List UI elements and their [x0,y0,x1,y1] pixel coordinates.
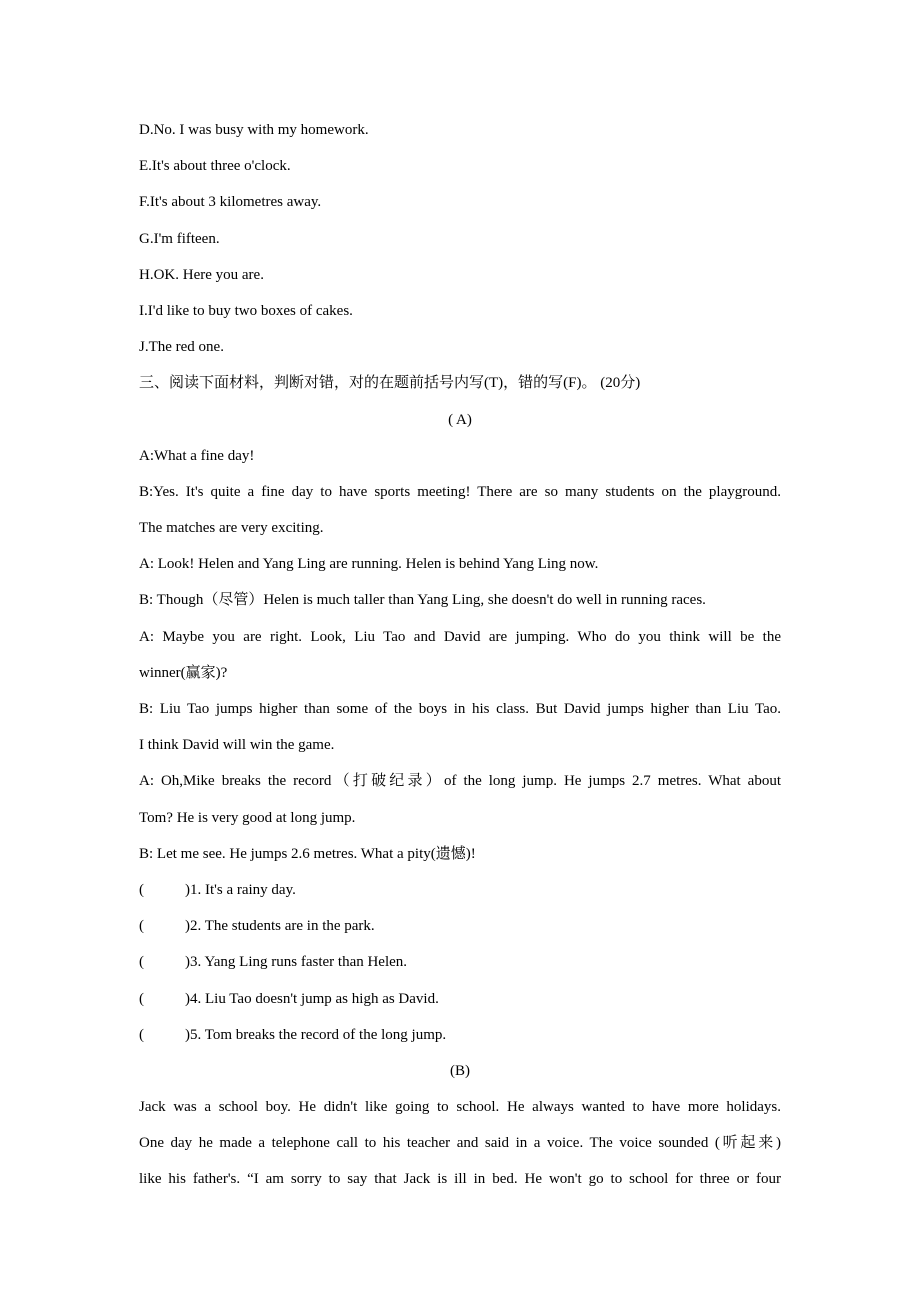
passage-a-line: A:What a fine day! [139,447,255,464]
question-1 [139,872,781,908]
passage-b-line: One day he made a telephone call to his teacher and said in a voice. The voice sounded (听起来) [139,1135,781,1152]
section-3-heading: 三、阅读下面材料，判断对错，对的在题前括号内写(T)，错的写(F)。 (20分) [139,375,641,392]
passage-a-line: B: Though（尽管）Helen is much taller than Yang Ling, she doesn't do well in running races. [139,592,706,609]
question-4 [139,981,781,1017]
option-i: I.I'd like to buy two boxes of cakes. [139,302,353,319]
question-1-text: )1. It's a rainy day. [185,881,296,898]
question-2 [139,908,781,944]
passage-a-line: Tom? He is very good at long jump. [139,809,356,826]
passage-b-label: (B) [450,1062,470,1079]
question-5 [139,1017,781,1053]
passage-a-line: I think David will win the game. [139,737,335,754]
question-4-text: )4. Liu Tao doesn't jump as high as David. [185,990,439,1007]
passage-a-line: A: Look! Helen and Yang Ling are running. Helen is behind Yang Ling now. [139,556,599,573]
answer-blank-1[interactable]: ( [139,881,144,898]
option-h: H.OK. Here you are. [139,266,264,283]
option-f: F.It's about 3 kilometres away. [139,194,322,211]
question-5-text: )5. Tom breaks the record of the long jump. [185,1026,447,1043]
option-g: G.I'm fifteen. [139,230,220,247]
question-3 [139,944,781,980]
passage-a-line: winner(赢家)? [139,664,228,681]
option-e: E.It's about three o'clock. [139,158,291,175]
answer-blank-2[interactable]: ( [139,918,144,935]
passage-b-line: Jack was a school boy. He didn't like going to school. He always wanted to have more holidays. [139,1099,781,1116]
option-d: D.No. I was busy with my homework. [139,122,369,138]
passage-a-label: ( A) [448,411,472,428]
answer-blank-4[interactable]: ( [139,990,144,1007]
passage-a-line: B: Let me see. He jumps 2.6 metres. What a pity(遗憾)! [139,845,476,862]
passage-a-line: A: Oh,Mike breaks the record（打破纪录）of the long jump. He jumps 2.7 metres. What about [139,773,781,790]
answer-blank-5[interactable]: ( [139,1026,144,1043]
passage-a-line: A: Maybe you are right. Look, Liu Tao and David are jumping. Who do you think will be the [139,628,781,645]
passage-a-line: B:Yes. It's quite a fine day to have sports meeting! There are so many students on the playground. [139,483,781,500]
answer-blank-3[interactable]: ( [139,954,144,971]
question-2-text: )2. The students are in the park. [185,918,375,935]
option-j: J.The red one. [139,339,224,356]
passage-a-line: B: Liu Tao jumps higher than some of the boys in his class. But David jumps higher than Liu Tao. [139,701,781,717]
document-page [139,112,781,1198]
passage-b-line: like his father's. “I am sorry to say that Jack is ill in bed. He won't go to school for three or four [139,1171,781,1188]
passage-a-line: The matches are very exciting. [139,520,324,537]
question-3-text: )3. Yang Ling runs faster than Helen. [185,954,408,971]
